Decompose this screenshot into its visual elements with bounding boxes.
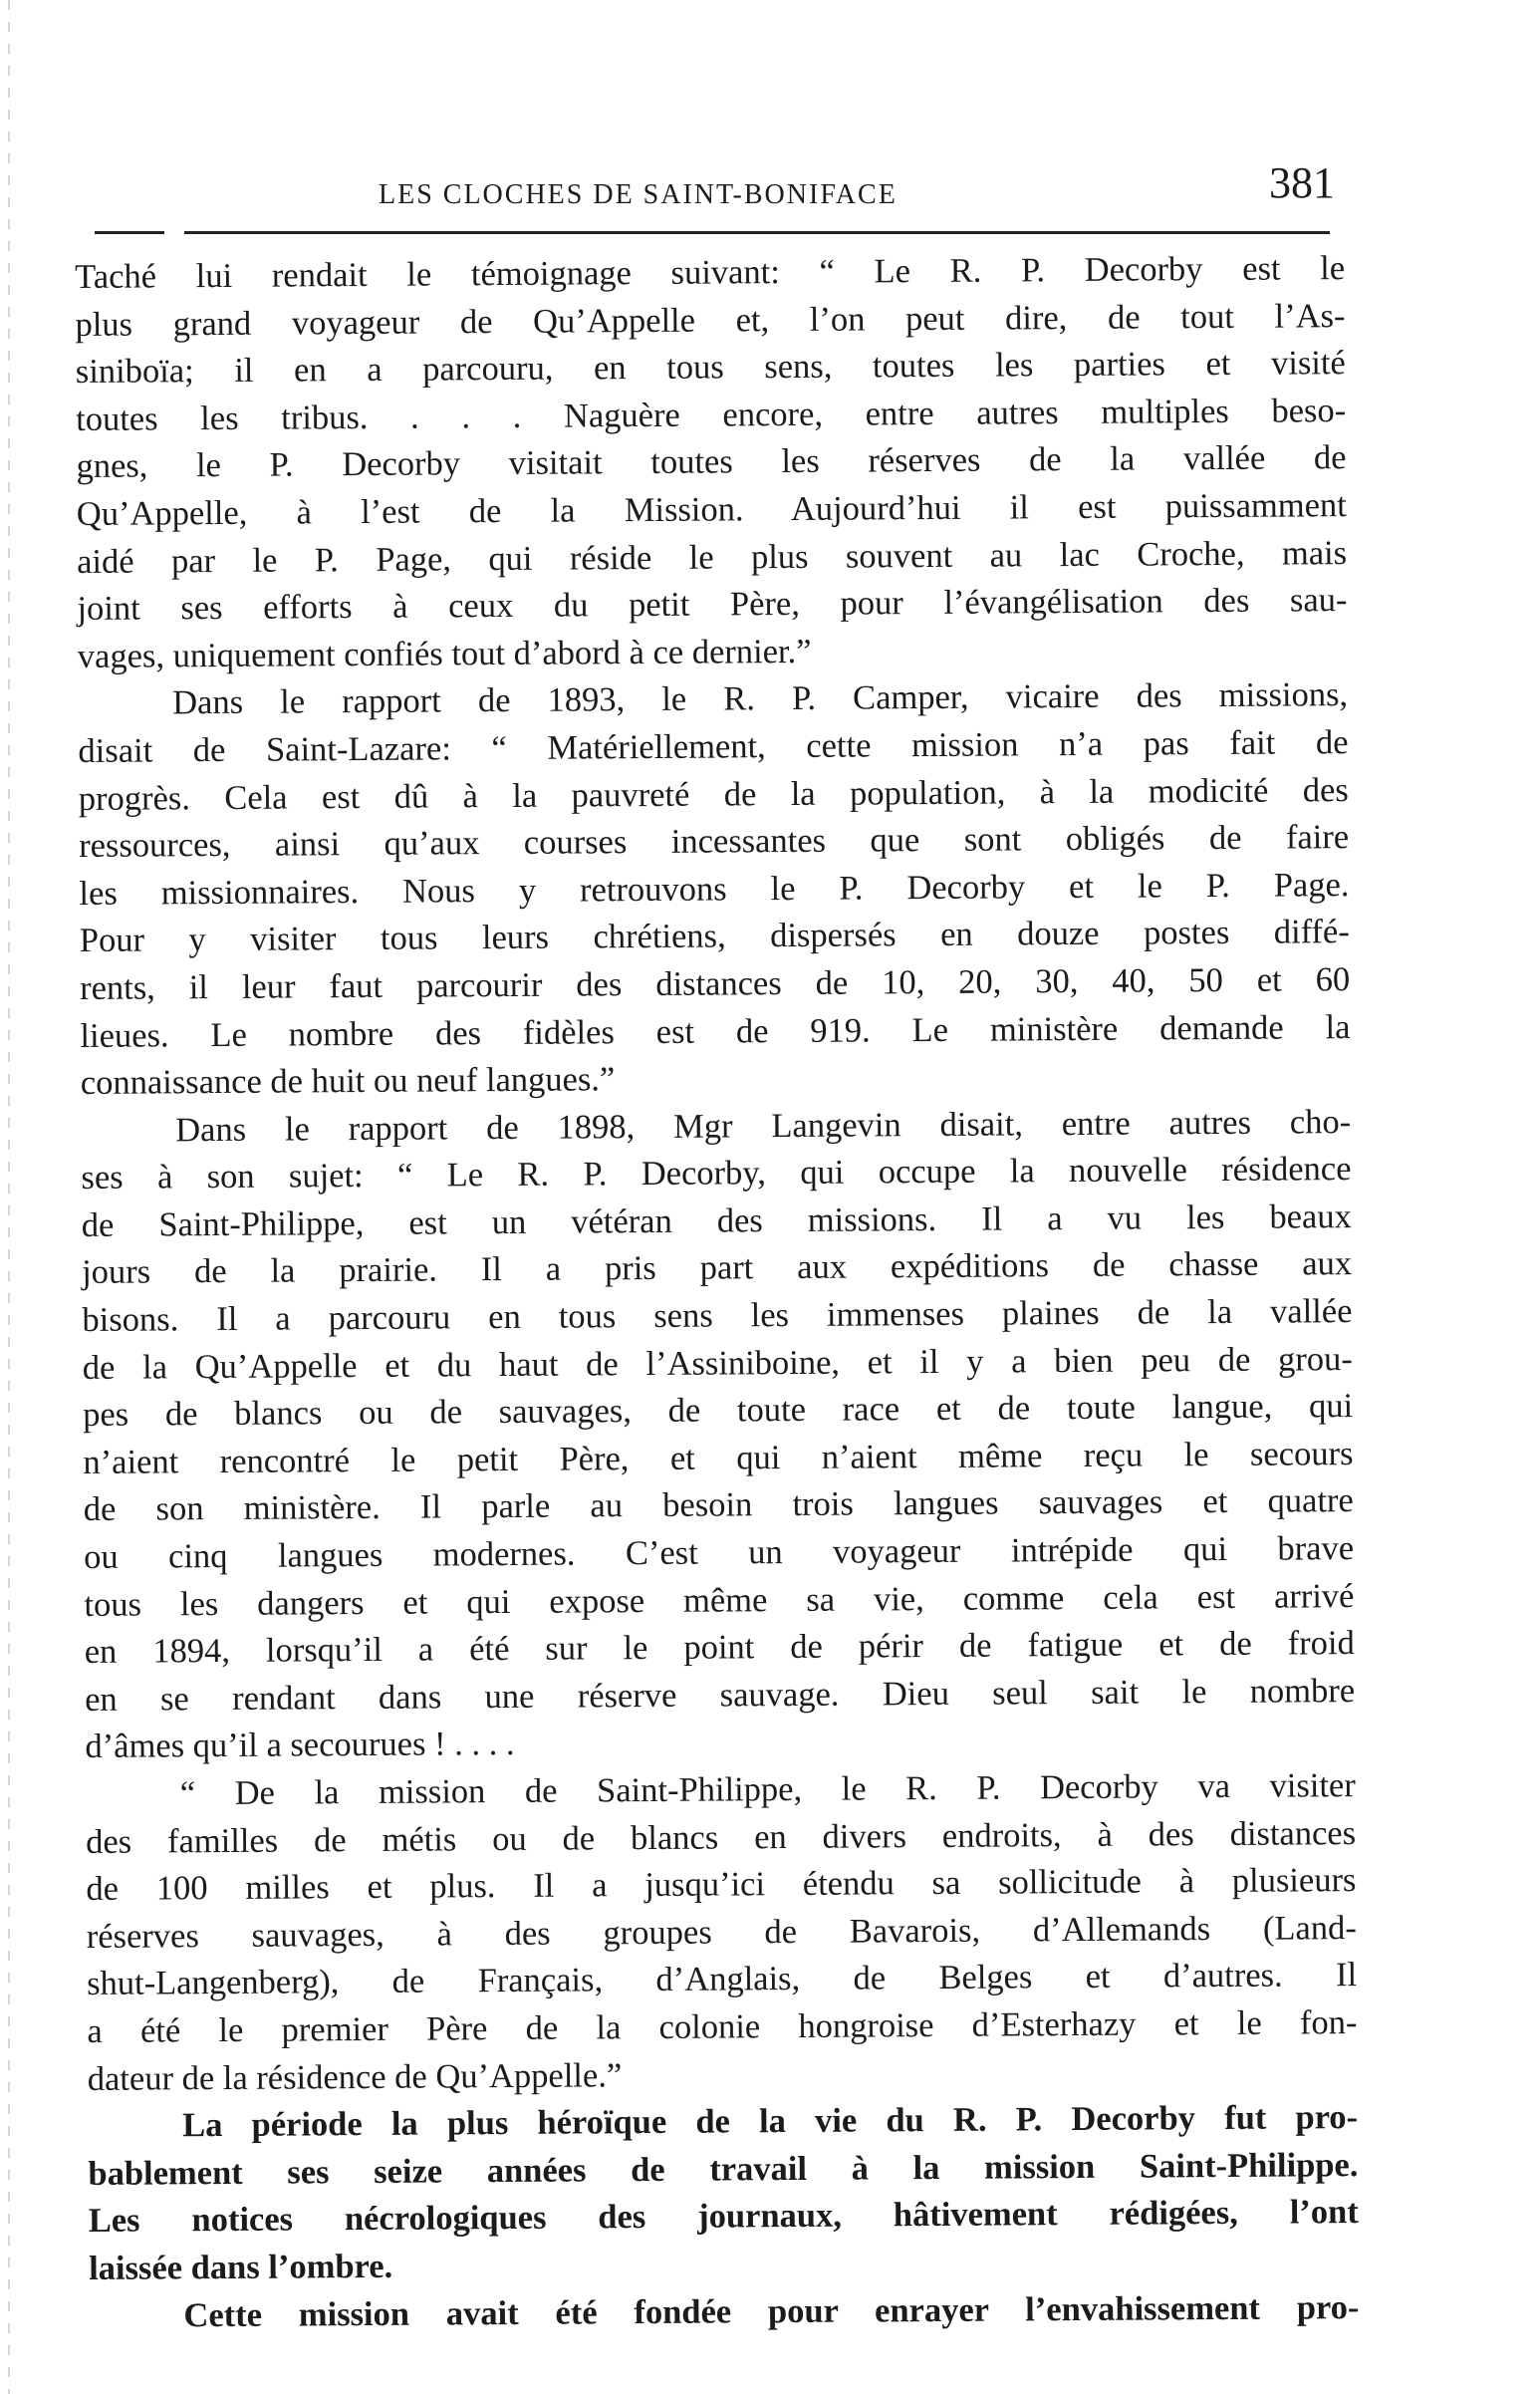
text-line: de Saint-Philippe, est un vétéran des missions. Il a vu les beaux: [81, 1197, 1352, 1244]
text-line: de son ministère. Il parle au besoin trois langues sauvages et quatre: [83, 1481, 1354, 1529]
text-line: de 100 milles et plus. Il a jusqu’ici étendu sa sollicitude à plusieurs: [86, 1861, 1357, 1909]
page-edge: [8, 0, 10, 2394]
text-line: pes de blancs ou de sauvages, de toute race et de toute langue, qui: [83, 1387, 1354, 1435]
text-line: ou cinq langues modernes. C’est un voyageur intrépide qui brave: [83, 1529, 1355, 1576]
text-line: les missionnaires. Nous y retrouvons le P. Decorby et le P. Page.: [79, 865, 1350, 913]
page-header: [90, 149, 1335, 209]
header-rule-short: [95, 231, 164, 234]
text-line: en se rendant dans une réserve sauvage. Dieu seul sait le nombre: [84, 1671, 1356, 1719]
text-line: shut-Langenberg), de Français, d’Anglais, de Belges et d’autres. Il: [86, 1956, 1358, 2003]
text-line: Qu’Appelle, à l’est de la Mission. Aujourd’hui il est puissamment: [76, 486, 1347, 533]
text-line: rents, il leur faut parcourir des distances de 10, 20, 30, 40, 50 et 60: [80, 959, 1351, 1007]
text-line: Dans le rapport de 1898, Mgr Langevin disait, entre autres cho-: [175, 1102, 1352, 1150]
header-rule-long: [184, 231, 1330, 234]
text-line: vages, uniquement confiés tout d’abord à ce dernier.”: [77, 632, 812, 675]
text-line: La période la plus héroïque de la vie du R. P. Decorby fut pro-: [181, 2098, 1359, 2145]
text-line: de la Qu’Appelle et du haut de l’Assiniboine, et il y a bien peu de grou-: [82, 1339, 1353, 1387]
text-line: Cette mission avait été fondée pour enrayer l’envahissement pro-: [183, 2287, 1360, 2334]
text-line: dateur de la résidence de Qu’Appelle.”: [87, 2055, 623, 2098]
text-line: lieues. Le nombre des fidèles est de 919. Le ministère demande la: [80, 1007, 1351, 1055]
page-number: 381: [1269, 158, 1335, 207]
text-line: joint ses efforts à ceux du petit Père, pour l’évangélisation des sau-: [77, 581, 1348, 629]
text-line: connaissance de huit ou neuf langues.”: [80, 1060, 616, 1103]
text-line: “ De la mission de Saint-Philippe, le R. P. Decorby va visiter: [179, 1766, 1356, 1813]
text-line: bablement ses seize années de travail à la mission Saint-Philippe.: [88, 2145, 1359, 2193]
text-line: plus grand voyageur de Qu’Appelle et, l’on peut dire, de tout l’As-: [75, 296, 1346, 344]
text-line: gnes, le P. Decorby visitait toutes les réserves de la vallée de: [76, 438, 1347, 486]
text-line: ressources, ainsi qu’aux courses incessantes que sont obligés de faire: [79, 818, 1350, 866]
body-text: [75, 245, 1360, 2340]
text-line: d’âmes qu’il a secourues ! . . . .: [85, 1725, 515, 1766]
text-line: des familles de métis ou de blancs en divers endroits, à des distances: [85, 1813, 1357, 1861]
text-line: progrès. Cela est dû à la pauvreté de la population, à la modicité des: [78, 770, 1349, 818]
text-line: disait de Saint-Lazare: “ Matériellement, cette mission n’a pas fait de: [78, 723, 1349, 770]
text-line: bisons. Il a parcouru en tous sens les immenses plaines de la vallée: [82, 1292, 1353, 1340]
text-line: toutes les tribus. . . . Naguère encore, entre autres multiples beso-: [76, 391, 1347, 438]
text-line: Dans le rapport de 1893, le R. P. Camper, vicaire des missions,: [172, 675, 1349, 722]
text-line: tous les dangers et qui expose même sa vie, comme cela est arrivé: [84, 1576, 1355, 1624]
text-line: Pour y visiter tous leurs chrétiens, dispersés en douze postes diffé-: [79, 913, 1350, 960]
text-line: Taché lui rendait le témoignage suivant: “ Le R. P. Decorby est le: [75, 249, 1346, 296]
text-line: siniboïa; il en a parcouru, en tous sens, toutes les parties et visité: [75, 344, 1346, 392]
text-line: jours de la prairie. Il a pris part aux expéditions de chasse aux: [82, 1244, 1353, 1292]
text-line: réserves sauvages, à des groupes de Bavarois, d’Allemands (Land-: [86, 1908, 1357, 1956]
text-line: n’aient rencontré le petit Père, et qui n’aient même reçu le secours: [83, 1434, 1354, 1481]
text-line: laissée dans l’ombre.: [88, 2247, 393, 2287]
text-line: en 1894, lorsqu’il a été sur le point de périr de fatigue et de froid: [84, 1624, 1355, 1672]
text-line: Les notices nécrologiques des journaux, hâtivement rédigées, l’ont: [88, 2193, 1359, 2241]
running-title: LES CLOCHES DE SAINT-BONIFACE: [379, 179, 898, 210]
text-line: aidé par le P. Page, qui réside le plus souvent au lac Croche, mais: [77, 533, 1348, 581]
text-line: ses à son sujet: “ Le R. P. Decorby, qui occupe la nouvelle résidence: [81, 1150, 1352, 1197]
text-line: a été le premier Père de la colonie hongroise d’Esterhazy et le fon-: [87, 2003, 1358, 2050]
